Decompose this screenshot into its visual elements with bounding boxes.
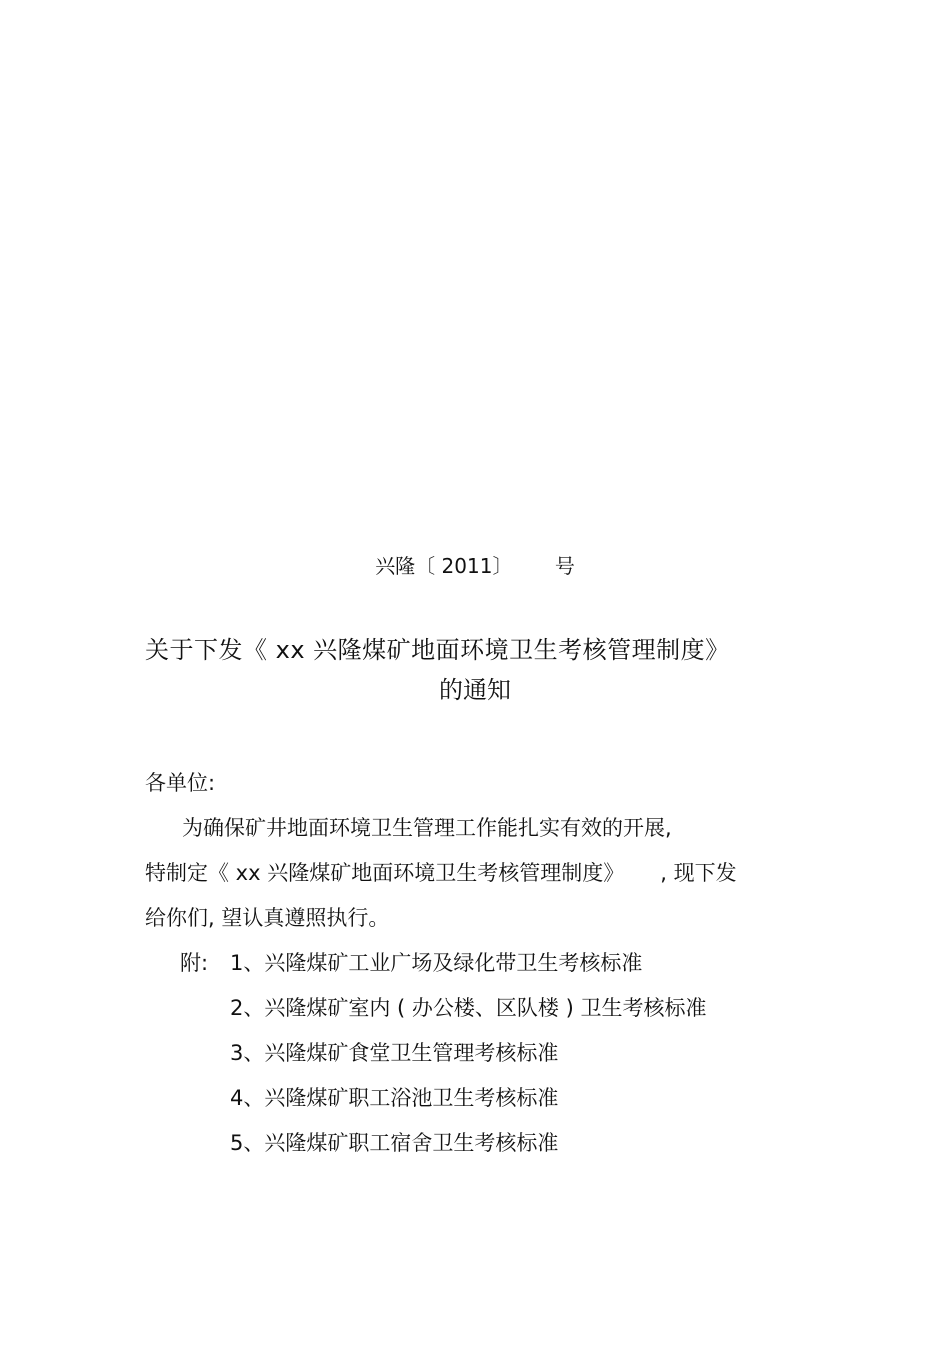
document-number-prefix: 兴隆〔 2011〕	[375, 554, 513, 578]
salutation: 各单位:	[145, 771, 216, 795]
attachment-item: 5、兴隆煤矿职工宿舍卫生考核标准	[230, 1131, 559, 1155]
body-paragraph-line-2-main: 特制定《 xx 兴隆煤矿地面环境卫生考核管理制度》	[145, 861, 625, 885]
body-paragraph-line-1: 为确保矿井地面环境卫生管理工作能扎实有效的开展,	[182, 816, 672, 840]
attachment-item: 3、兴隆煤矿食堂卫生管理考核标准	[230, 1041, 559, 1065]
attachment-label: 附:	[180, 951, 209, 975]
document-title-line-1: 关于下发《 xx 兴隆煤矿地面环境卫生考核管理制度》	[145, 636, 730, 664]
attachment-item: 2、兴隆煤矿室内 ( 办公楼、区队楼 ) 卫生考核标准	[230, 996, 707, 1020]
document-title-line-2: 的通知	[439, 676, 511, 704]
document-number	[0, 556, 950, 576]
body-paragraph-line-2	[145, 863, 737, 884]
body-paragraph-line-3: 给你们, 望认真遵照执行。	[145, 906, 390, 930]
attachment-item: 4、兴隆煤矿职工浴池卫生考核标准	[230, 1086, 559, 1110]
document-number-suffix: 号	[554, 554, 575, 578]
attachment-item: 1、兴隆煤矿工业广场及绿化带卫生考核标准	[230, 951, 643, 975]
body-paragraph-line-2-tail: , 现下发	[660, 861, 737, 885]
